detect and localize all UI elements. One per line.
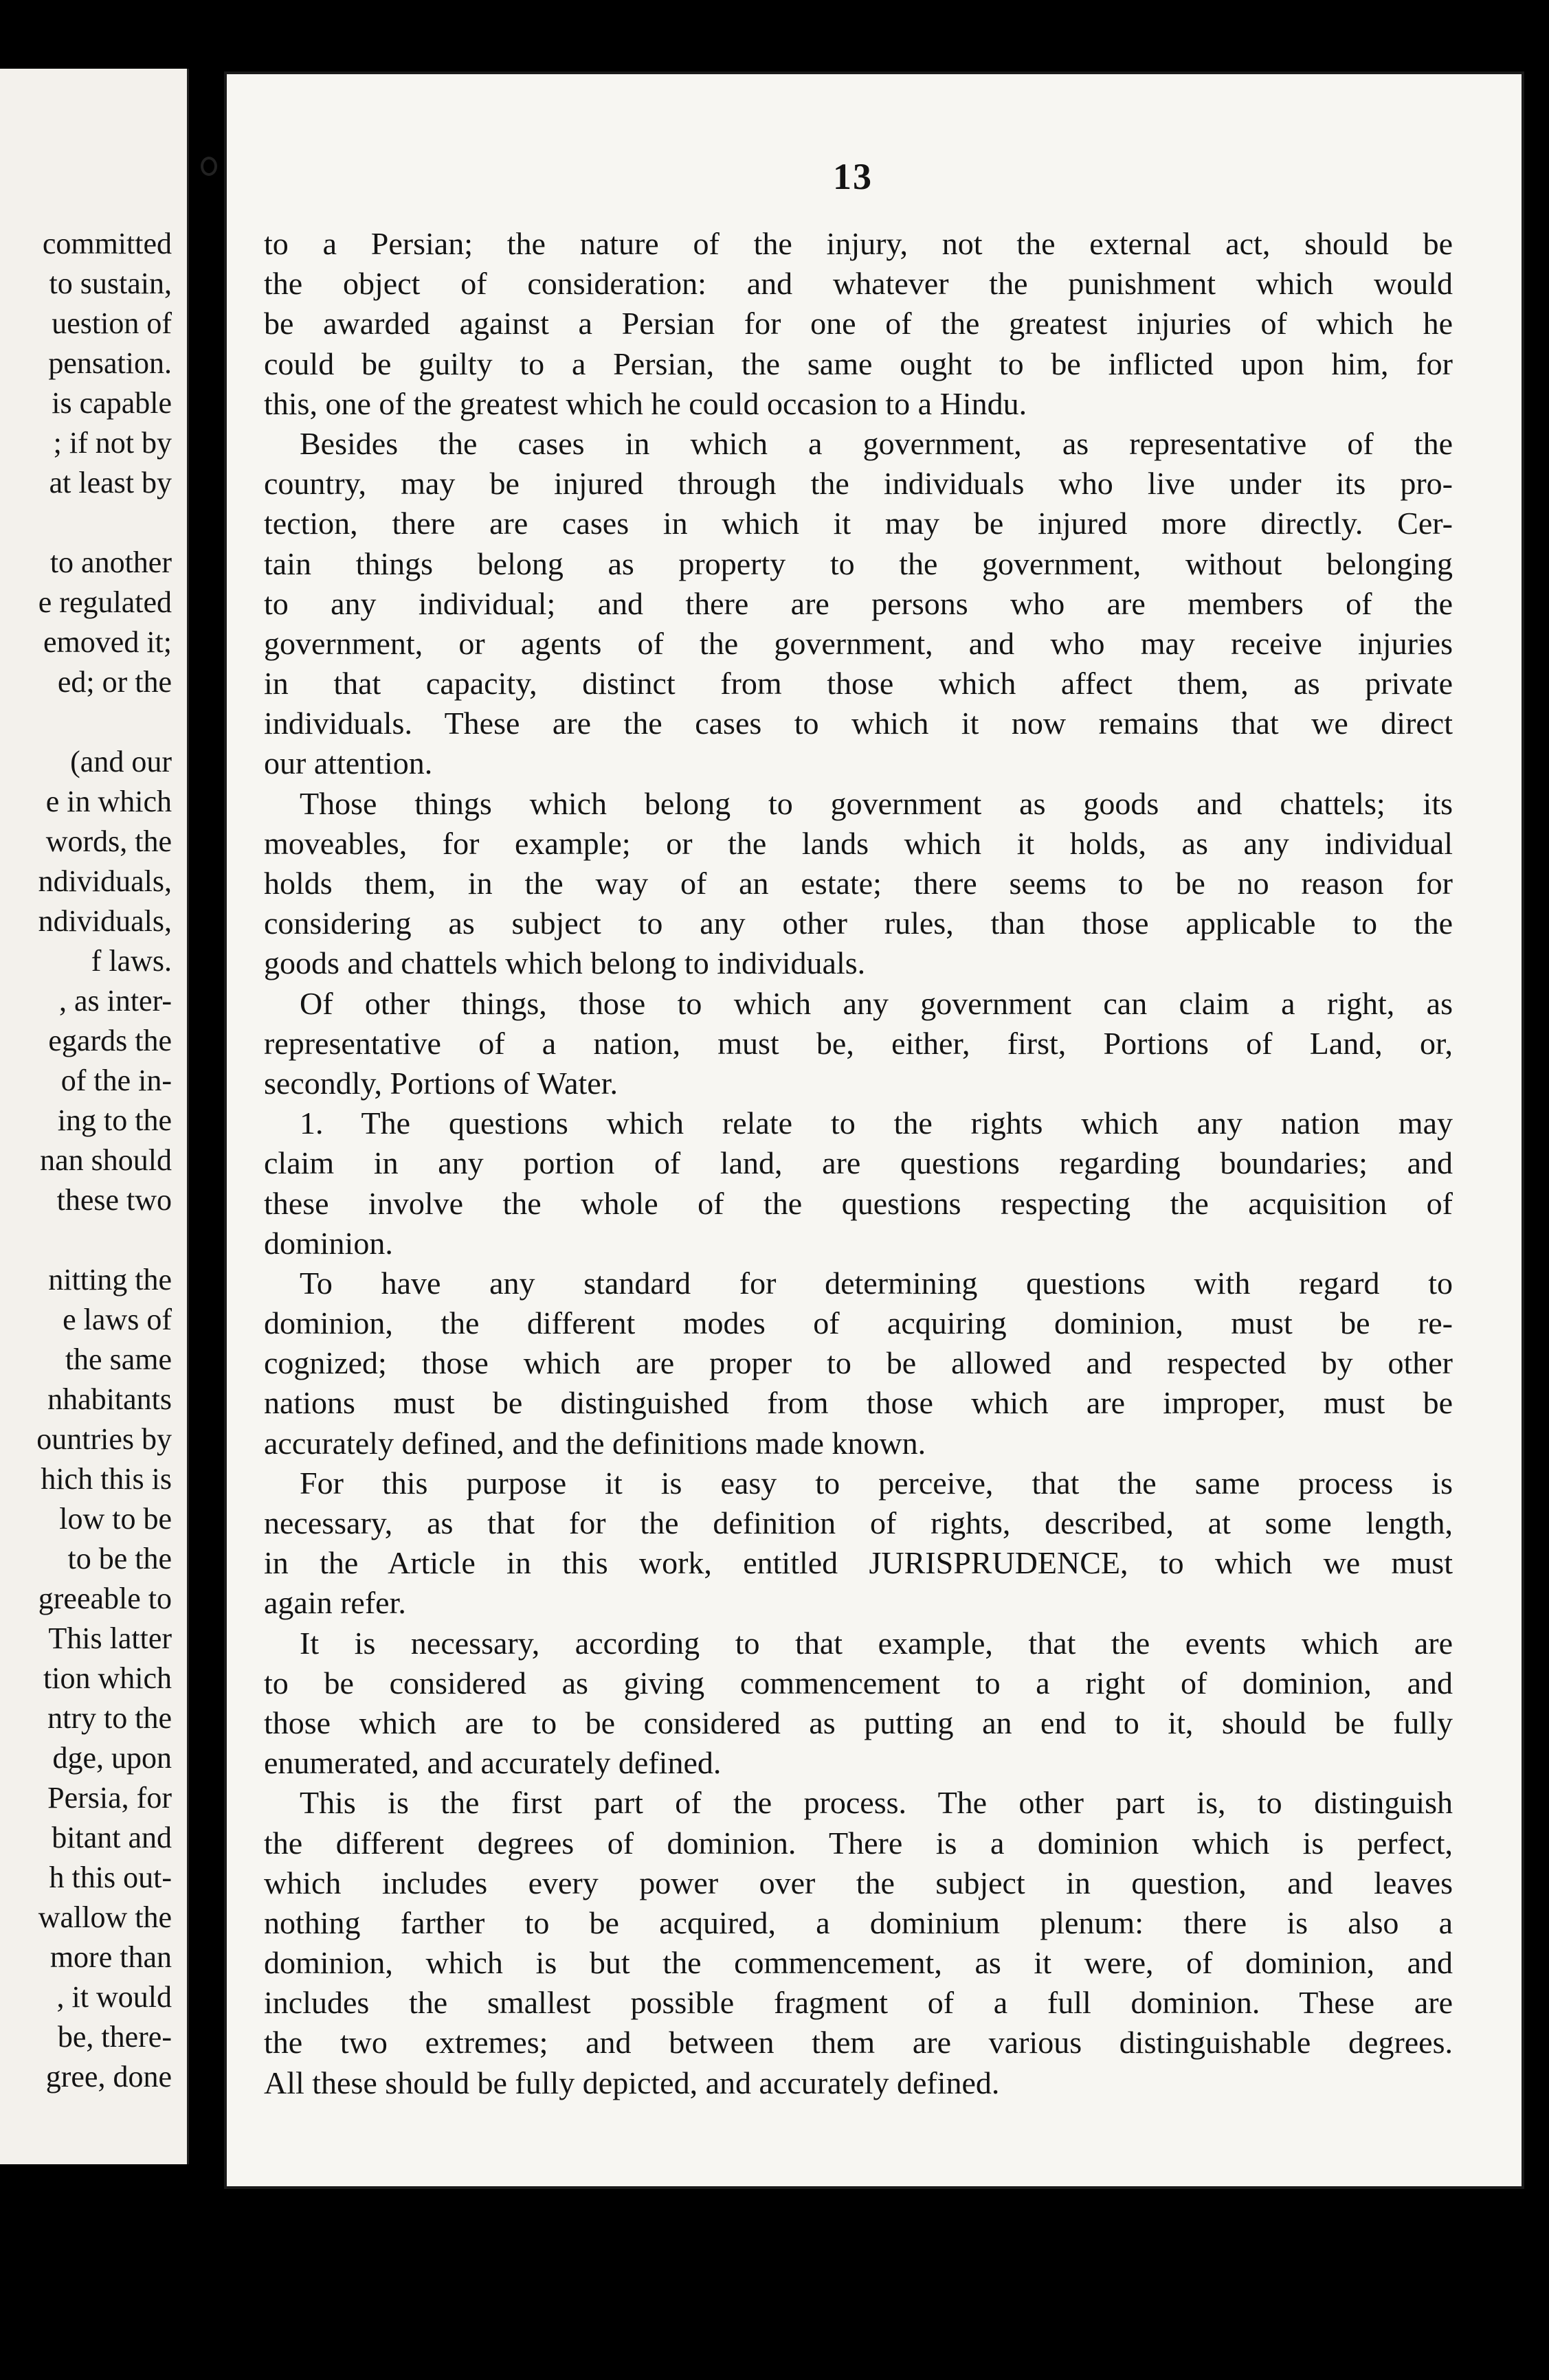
facing-page-line: , it would bbox=[56, 1980, 172, 2014]
text-line: 1. The questions which relate to the rights which any nation may bbox=[300, 1105, 1453, 1141]
facing-page-line bbox=[36, 1220, 172, 1260]
facing-page-line: , as inter- bbox=[58, 984, 172, 1018]
facing-page-line: This latter bbox=[48, 1621, 172, 1655]
facing-page-line: is capable bbox=[52, 386, 172, 420]
facing-page-line: ing to the bbox=[57, 1103, 172, 1137]
facing-page-line: to another bbox=[49, 546, 172, 579]
text-line: in that capacity, distinct from those which affect them, as private bbox=[264, 666, 1453, 701]
text-line: Besides the cases in which a government, as representative of the bbox=[300, 425, 1453, 461]
text-line: government, or agents of the government, and who may receive injuries bbox=[264, 625, 1453, 661]
margin-mark bbox=[201, 157, 217, 176]
text-line: It is necessary, according to that example, that the events which are bbox=[300, 1625, 1453, 1661]
facing-page-line: be, there- bbox=[57, 2020, 172, 2054]
text-line: to be considered as giving commencement to a right of dominion, and bbox=[264, 1665, 1453, 1700]
facing-page-line: of the in- bbox=[60, 1064, 172, 1097]
text-line: to a Persian; the nature of the injury, not the external act, should be bbox=[264, 226, 1453, 261]
facing-page-line: dge, upon bbox=[52, 1741, 172, 1775]
text-line: dominion, which is but the commencement, as it were, of dominion, and bbox=[264, 1945, 1453, 1981]
text-line: this, one of the greatest which he could occasion to a Hindu. bbox=[264, 385, 1027, 421]
text-line: dominion. bbox=[264, 1225, 393, 1261]
text-line: Those things which belong to government as goods and chattels; its bbox=[300, 785, 1453, 821]
facing-page-line: these two bbox=[56, 1183, 172, 1217]
facing-page-text bbox=[36, 224, 172, 2097]
text-line: the different degrees of dominion. There is a dominion which is perfect, bbox=[264, 1825, 1453, 1861]
text-line: in the Article in this work, entitled JURISPRUDENCE, to which we must bbox=[264, 1545, 1453, 1581]
text-line: includes the smallest possible fragment of a full dominion. These are bbox=[264, 1985, 1453, 2021]
facing-page-line: the same bbox=[65, 1343, 172, 1376]
facing-page-line: nan should bbox=[40, 1143, 172, 1177]
facing-page-line: ndividuals, bbox=[38, 864, 172, 898]
facing-page-line: tion which bbox=[43, 1661, 172, 1695]
facing-page-line: ed; or the bbox=[57, 665, 172, 699]
text-line: To have any standard for determining questions with regard to bbox=[300, 1265, 1453, 1301]
text-line: For this purpose it is easy to perceive, that the same process is bbox=[300, 1465, 1453, 1501]
text-line: All these should be fully depicted, and accurately defined. bbox=[264, 2065, 1000, 2100]
facing-page-line: e regulated bbox=[38, 585, 172, 619]
text-line: necessary, as that for the definition of rights, described, at some length, bbox=[264, 1505, 1453, 1540]
facing-page-line: emoved it; bbox=[43, 625, 172, 659]
text-line: tain things belong as property to the government, without belonging bbox=[264, 546, 1453, 581]
facing-page-line: words, the bbox=[45, 824, 172, 858]
facing-page-line: e in which bbox=[45, 785, 172, 818]
text-line: the two extremes; and between them are various distinguishable degrees. bbox=[264, 2025, 1453, 2061]
text-line: our attention. bbox=[264, 745, 433, 781]
facing-page-line: ndividuals, bbox=[38, 904, 172, 938]
facing-page-line: greeable to bbox=[38, 1582, 172, 1615]
text-line: considering as subject to any other rules, than those applicable to the bbox=[264, 906, 1453, 941]
facing-page-line: ; if not by bbox=[53, 426, 172, 460]
text-line: those which are to be considered as putting an end to it, should be fully bbox=[264, 1705, 1453, 1740]
facing-page-line: uestion of bbox=[52, 306, 172, 340]
text-line: again refer. bbox=[264, 1585, 406, 1621]
text-line: could be guilty to a Persian, the same ought to be inflicted upon him, for bbox=[264, 346, 1453, 381]
text-line: which includes every power over the subject in question, and leaves bbox=[264, 1865, 1453, 1900]
facing-page-line: wallow the bbox=[38, 1900, 172, 1934]
text-line: enumerated, and accurately defined. bbox=[264, 1745, 722, 1781]
text-line: to any individual; and there are persons who are members of the bbox=[264, 585, 1453, 621]
book-page bbox=[224, 71, 1524, 2189]
text-line: Of other things, those to which any government can claim a right, as bbox=[300, 985, 1453, 1021]
facing-page-line: more than bbox=[49, 1940, 172, 1974]
facing-page-fragment bbox=[0, 69, 189, 2164]
facing-page-line: hich this is bbox=[41, 1462, 172, 1496]
text-line: tection, there are cases in which it may be injured more directly. Cer- bbox=[264, 506, 1453, 541]
facing-page-line: e laws of bbox=[63, 1303, 172, 1336]
text-line: goods and chattels which belong to individuals. bbox=[264, 945, 866, 981]
text-line: accurately defined, and the definitions made known. bbox=[264, 1425, 926, 1461]
facing-page-line: low to be bbox=[59, 1502, 172, 1536]
facing-page-line: to sustain, bbox=[49, 267, 172, 300]
facing-page-line: f laws. bbox=[91, 944, 172, 978]
facing-page-line: nhabitants bbox=[47, 1382, 172, 1416]
text-line: be awarded against a Persian for one of the greatest injuries of which he bbox=[264, 306, 1453, 341]
text-line: representative of a nation, must be, either, first, Portions of Land, or, bbox=[264, 1025, 1453, 1061]
facing-page-line: committed bbox=[42, 227, 172, 260]
facing-page-line: ountries by bbox=[36, 1422, 172, 1456]
facing-page-line: nitting the bbox=[48, 1263, 172, 1296]
text-line: individuals. These are the cases to which it now remains that we direct bbox=[264, 706, 1453, 741]
facing-page-line: gree, done bbox=[45, 2060, 172, 2093]
text-line: cognized; those which are proper to be allowed and respected by other bbox=[264, 1345, 1453, 1381]
text-line: dominion, the different modes of acquiring dominion, must be re- bbox=[264, 1305, 1453, 1341]
text-line: claim in any portion of land, are questions regarding boundaries; and bbox=[264, 1145, 1453, 1181]
facing-page-line bbox=[36, 702, 172, 742]
text-line: moveables, for example; or the lands which it holds, as any individual bbox=[264, 825, 1453, 861]
facing-page-line: at least by bbox=[49, 466, 172, 499]
text-line: the object of consideration: and whatever the punishment which would bbox=[264, 266, 1453, 302]
facing-page-line: h this out- bbox=[49, 1861, 172, 1894]
facing-page-line: (and our bbox=[70, 745, 172, 778]
page-number: 13 bbox=[833, 156, 873, 197]
text-line: these involve the whole of the questions respecting the acquisition of bbox=[264, 1185, 1453, 1221]
facing-page-line: bitant and bbox=[52, 1821, 172, 1854]
facing-page-line: Persia, for bbox=[47, 1781, 172, 1815]
text-line: country, may be injured through the individuals who live under its pro- bbox=[264, 466, 1453, 502]
body-text bbox=[264, 224, 1453, 2103]
text-line: secondly, Portions of Water. bbox=[264, 1065, 619, 1101]
text-line: nations must be distinguished from those which are improper, must be bbox=[264, 1385, 1453, 1421]
facing-page-line: to be the bbox=[67, 1542, 172, 1575]
text-line: holds them, in the way of an estate; there seems to be no reason for bbox=[264, 866, 1453, 901]
text-line: nothing farther to be acquired, a dominium plenum: there is also a bbox=[264, 1905, 1453, 1940]
facing-page-line: egards the bbox=[48, 1024, 172, 1057]
facing-page-line: ntry to the bbox=[47, 1701, 172, 1735]
facing-page-line: pensation. bbox=[48, 346, 172, 380]
facing-page-line bbox=[36, 503, 172, 543]
text-line: This is the first part of the process. The other part is, to distinguish bbox=[300, 1785, 1453, 1821]
